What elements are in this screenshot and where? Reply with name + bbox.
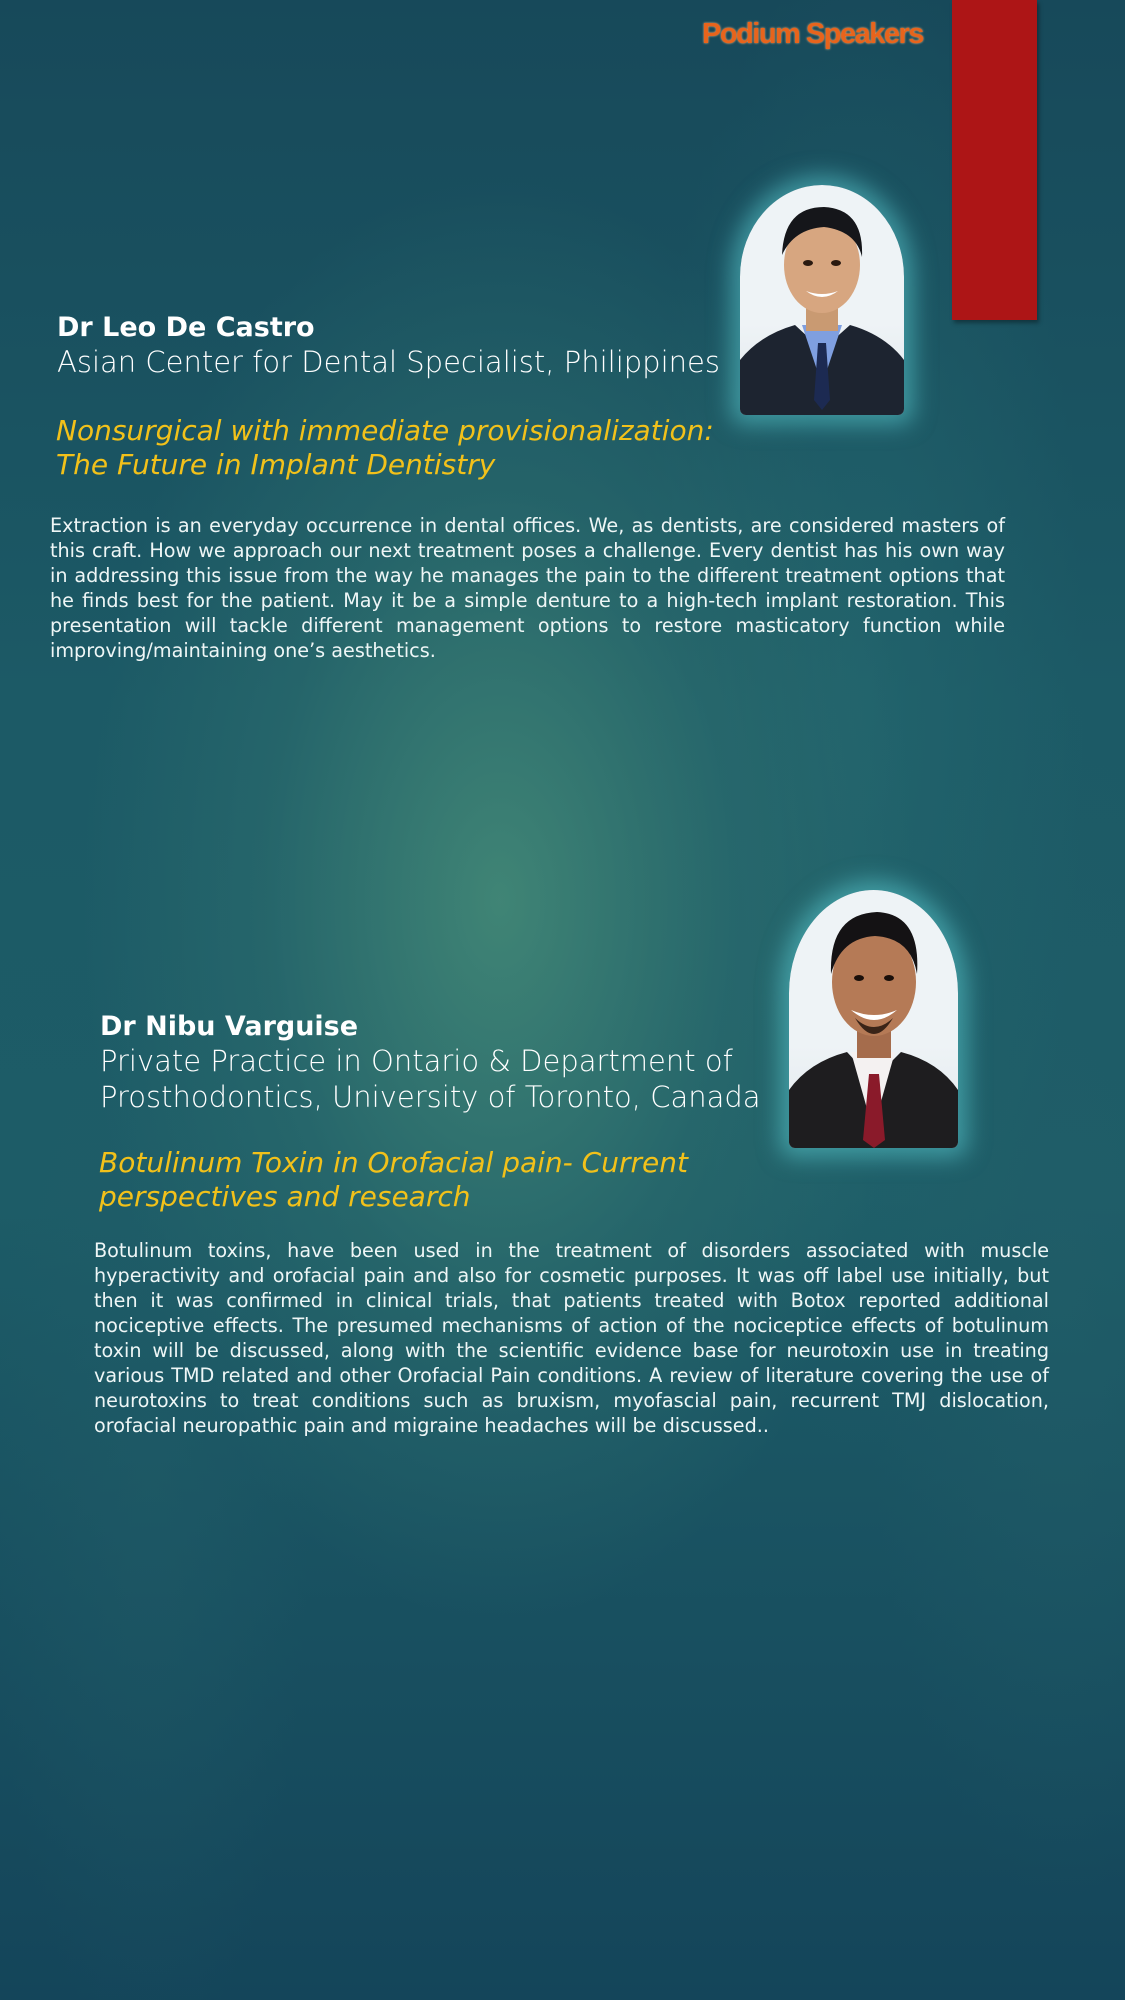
speaker-name: Dr Leo De Castro <box>57 312 315 343</box>
decorative-red-bar <box>952 0 1037 320</box>
page-header-title: Podium Speakers <box>702 18 923 50</box>
speaker-affiliation: Asian Center for Dental Specialist, Philippines <box>57 345 720 379</box>
speaker-photo-leo-de-castro <box>740 185 904 415</box>
talk-title-line-1: Botulinum Toxin in Orofacial pain- Current <box>99 1146 688 1179</box>
talk-title-line-1: Nonsurgical with immediate provisionalization: <box>56 414 714 447</box>
talk-abstract: Extraction is an everyday occurrence in dental offices. We, as dentists, are considered masters of this craft. How we approach our next treatment poses a challenge. Every dentist has his own way in addressing this issue from the way he manages the pain to the different treatment options that he finds best for the patient. May it be a simple denture to a high-tech implant restoration. This presentation will tackle different management options to restore masticatory function while improving/maintaining one’s aesthetics. <box>50 514 1005 662</box>
speaker-affiliation-line-1: Private Practice in Ontario & Department of <box>100 1044 733 1078</box>
talk-abstract: Botulinum toxins, have been used in the treatment of disorders associated with muscle hyperactivity and orofacial pain and also for cosmetic purposes. It was off label use initially, but then it was confirmed in clinical trials, that patients treated with Botox reported additional nociceptive effects. The presumed mechanisms of action of the nociceptice effects of botulinum toxin will be discussed, along with the scientific evidence base for neurotoxin use in treating various TMD related and other Orofacial Pain conditions. A review of literature covering the use of neurotoxins to treat conditions such as bruxism, myofascial pain, recurrent TMJ dislocation, orofacial neuropathic pain and migraine headaches will be discussed.. <box>94 1239 1049 1437</box>
speaker-name: Dr Nibu Varguise <box>100 1011 359 1042</box>
talk-title-line-2: perspectives and research <box>99 1180 471 1213</box>
speaker-photo-nibu-varguise <box>789 890 958 1148</box>
speaker-affiliation-line-2: Prosthodontics, University of Toronto, Canada <box>100 1080 761 1114</box>
talk-title-line-2: The Future in Implant Dentistry <box>56 448 496 481</box>
